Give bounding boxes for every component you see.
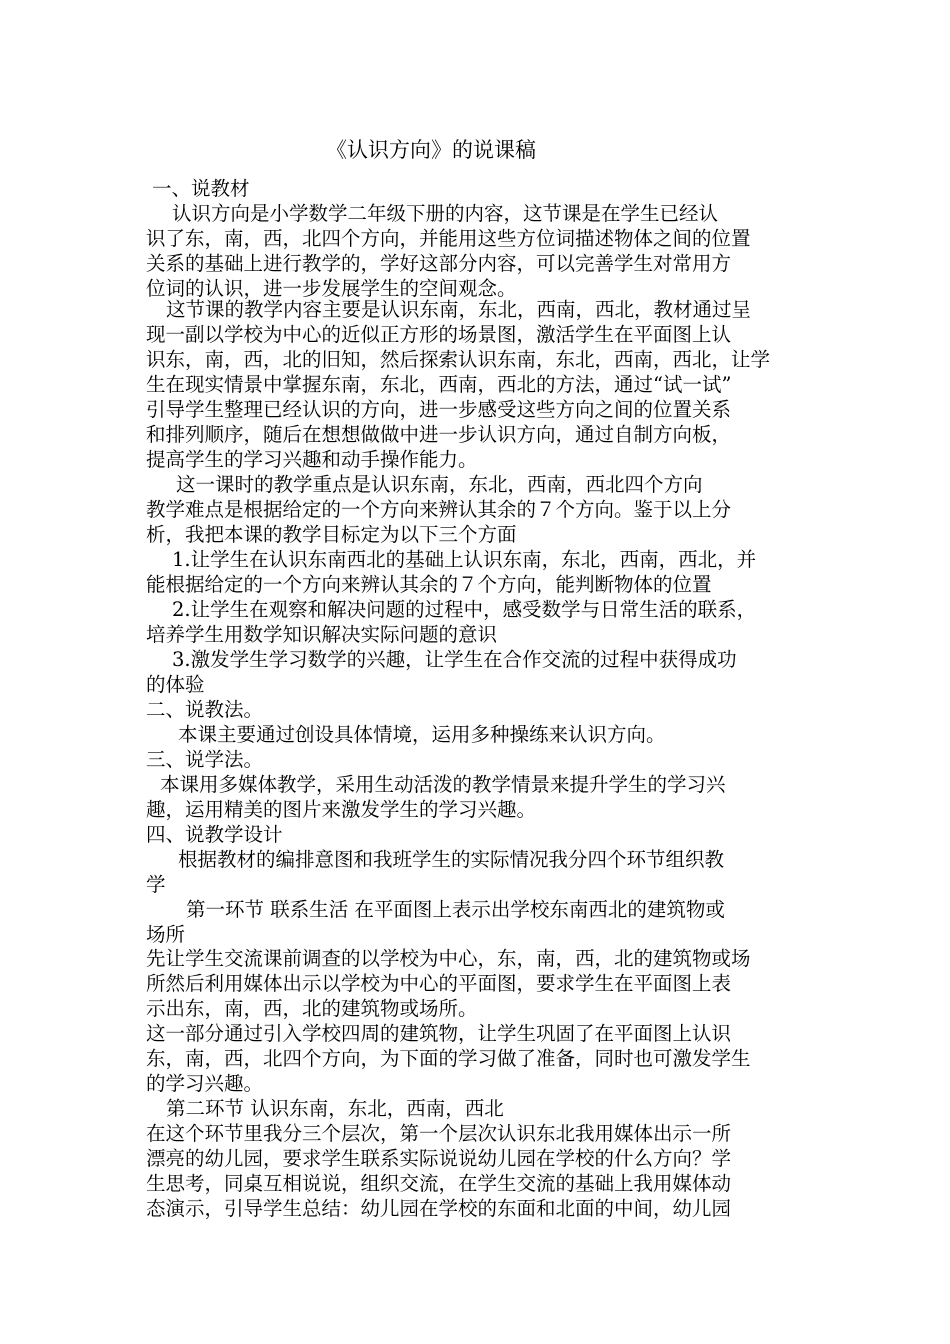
text-line: 和排列顺序，随后在想想做做中进一步认识方向，通过自制方向板， [146, 423, 732, 446]
text-line: 位词的认识，进一步发展学生的空间观念。 [146, 277, 517, 300]
text-line: 这节课的教学内容主要是认识东南，东北，西南，西北，教材通过呈 [166, 298, 752, 321]
text-line: 示出东，南，西，北的建筑物或场所。 [146, 997, 478, 1020]
text-line: 的学习兴趣。 [146, 1072, 264, 1095]
text-line: 识东，南，西，北的旧知，然后探索认识东南，东北，西南，西北，让学 [146, 348, 771, 371]
text-line: 这一课时的教学重点是认识东南，东北，西南，西北四个方向 [176, 473, 703, 496]
text-line: 的体验 [146, 673, 205, 696]
text-line: 漂亮的幼儿园，要求学生联系实际说说幼儿园在学校的什么方向？学 [146, 1147, 732, 1170]
text-line: 关系的基础上进行教学的，学好这部分内容，可以完善学生对常用方 [146, 252, 732, 275]
heading-3: 三、说学法。 [146, 748, 264, 771]
text-line: 先让学生交流课前调查的以学校为中心，东，南，西，北的建筑物或场 [146, 947, 751, 970]
text-line: 教学难点是根据给定的一个方向来辨认其余的７个方向。鉴于以上分 [146, 498, 732, 521]
text-line: 所然后利用媒体出示以学校为中心的平面图，要求学生在平面图上表 [146, 972, 732, 995]
text-line: 东，南，西，北四个方向，为下面的学习做了准备，同时也可激发学生 [146, 1047, 751, 1070]
text-line: 提高学生的学习兴趣和动手操作能力。 [146, 448, 478, 471]
text-line: 现一副以学校为中心的近似正方形的场景图，激活学生在平面图上认 [146, 323, 732, 346]
text-line: 培养学生用数学知识解决实际问题的意识 [146, 623, 498, 646]
text-line: 认识方向是小学数学二年级下册的内容，这节课是在学生已经认 [172, 202, 719, 225]
text-line: 根据教材的编排意图和我班学生的实际情况我分四个环节组织教 [178, 848, 725, 871]
text-line: 趣，运用精美的图片来激发学生的学习兴趣。 [146, 798, 537, 821]
text-line: 引导学生整理已经认识的方向，进一步感受这些方向之间的位置关系 [146, 398, 732, 421]
section-heading: 第一环节 联系生活 在平面图上表示出学校东南西北的建筑物或 [186, 898, 725, 921]
text-line: 这一部分通过引入学校四周的建筑物，让学生巩固了在平面图上认识 [146, 1022, 732, 1045]
text-line: 能根据给定的一个方向来辨认其余的７个方向，能判断物体的位置 [146, 573, 712, 596]
objective-item: 3.激发学生学习数学的兴趣，让学生在合作交流的过程中获得成功 [172, 648, 737, 671]
heading-1: 一、说教材 [152, 177, 250, 200]
document-title: 《认识方向》的说课稿 [326, 138, 536, 162]
objective-item: 2.让学生在观察和解决问题的过程中，感受数学与日常生活的联系， [172, 598, 757, 621]
text-line: 本课主要通过创设具体情境，运用多种操练来认识方向。 [178, 723, 666, 746]
text-line: 识了东，南，西，北四个方向，并能用这些方位词描述物体之间的位置 [146, 227, 751, 250]
section-heading: 第二环节 认识东南，东北，西南，西北 [166, 1097, 504, 1120]
text-line: 生思考，同桌互相说说，组织交流，在学生交流的基础上我用媒体动 [146, 1172, 732, 1195]
text-line: 析，我把本课的教学目标定为以下三个方面 [146, 523, 517, 546]
heading-2: 二、说教法。 [146, 698, 264, 721]
text-line: 场所 [146, 923, 186, 946]
text-line: 本课用多媒体教学，采用生动活泼的教学情景来提升学生的学习兴 [160, 773, 726, 796]
text-line: 态演示，引导学生总结：幼儿园在学校的东面和北面的中间，幼儿园 [146, 1197, 732, 1220]
text-line: 学 [146, 873, 166, 896]
heading-4: 四、说教学设计 [146, 823, 283, 846]
text-line: 在这个环节里我分三个层次，第一个层次认识东北我用媒体出示一所 [146, 1122, 732, 1145]
objective-item: 1.让学生在认识东南西北的基础上认识东南，东北，西南，西北，并 [172, 548, 757, 571]
text-line: 生在现实情景中掌握东南，东北，西南，西北的方法，通过“试一试” [146, 373, 732, 396]
